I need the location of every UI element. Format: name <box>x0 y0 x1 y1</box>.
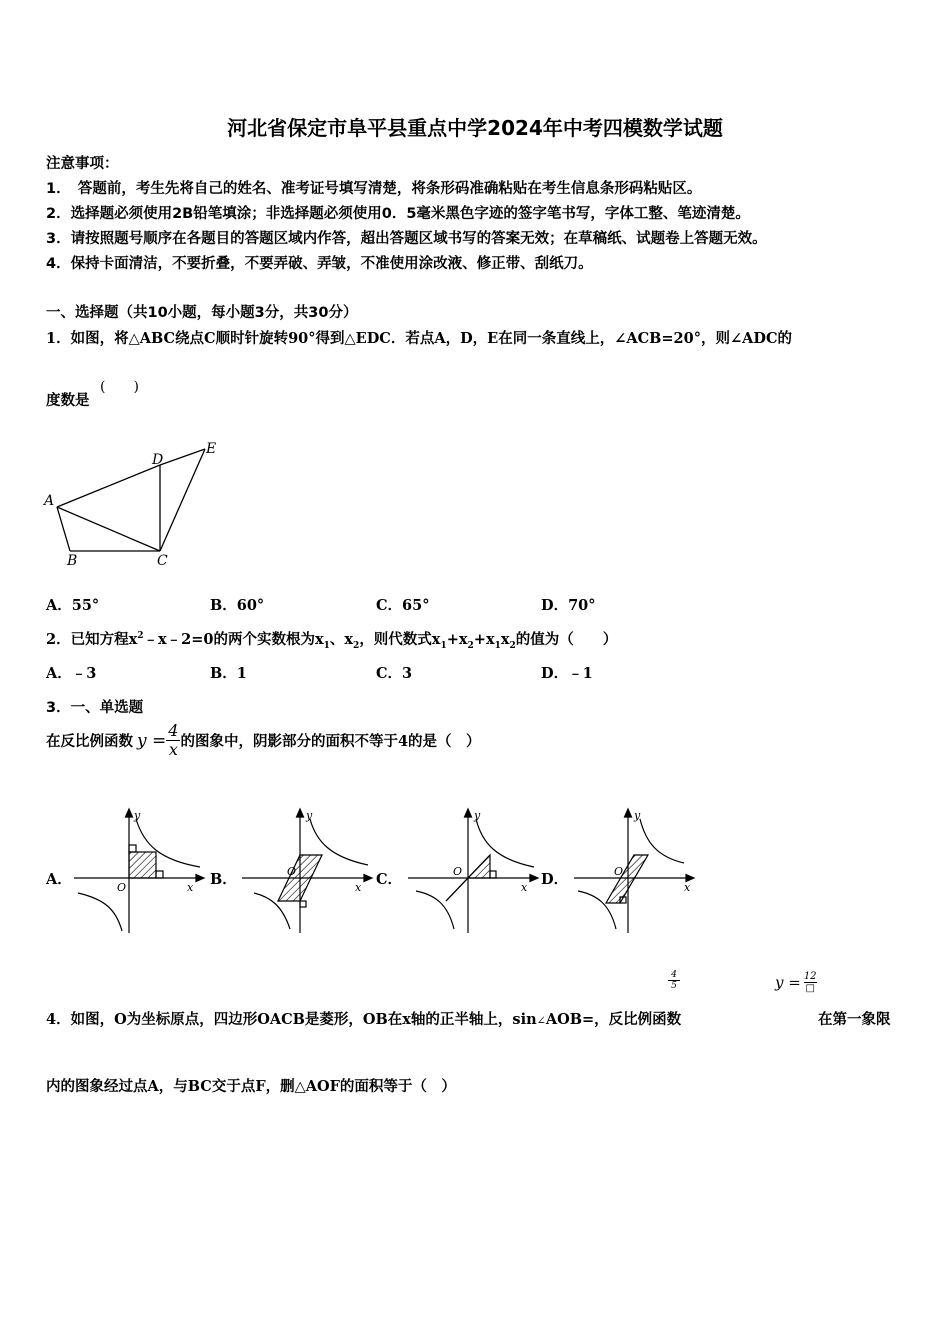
section-heading: 一、选择题（共10小题，每小题3分，共30分） <box>46 305 358 321</box>
q2-option-a[interactable]: A．﹣3 <box>46 665 97 682</box>
notice-item: 4．保持卡面清洁，不要折叠，不要弄破、弄皱，不准使用涂改液、修正带、刮纸刀。 <box>46 256 593 272</box>
label-a: A <box>44 493 55 509</box>
q4-stem-line1-end: 在第一象限 <box>818 1011 891 1028</box>
q3-graph-c <box>406 805 541 935</box>
label-c: C <box>157 553 168 569</box>
axis-label-y: y <box>634 809 641 822</box>
q2-stem: 2．已知方程$x^2﹣x﹣2=0$的两个实数根为$x_1$、$x_2$，则代数式$x_1+x_2+x_1x_2$的值为（ ） <box>46 631 618 651</box>
q1-option-a[interactable]: A．55° <box>46 597 100 614</box>
q2-option-b[interactable]: B．1 <box>210 665 247 682</box>
func-fraction: $\frac{4}{x}$ <box>168 721 179 759</box>
q1-option-c[interactable]: C．65° <box>376 597 430 614</box>
q1-stem-line1: 1．如图，将△ABC绕点C顺时针旋转90°得到△EDC．若点A，D，E在同一条直线上，∠ACB=20°，则∠ADC的 <box>46 330 793 347</box>
q3-graph-a <box>72 805 207 935</box>
page-title: 河北省保定市阜平县重点中学2024年中考四模数学试题 <box>227 116 723 140</box>
label-b: B <box>67 553 78 569</box>
notice-heading: 注意事项： <box>46 156 119 172</box>
q2-option-d[interactable]: D．﹣1 <box>541 665 593 682</box>
label-e: E <box>206 441 217 457</box>
axis-label-y: y <box>306 809 313 822</box>
axis-label-y: y <box>134 809 141 822</box>
q4-stem-line1: 4．如图，O为坐标原点，四边形OACB是菱形，OB在x轴的正半轴上，sin∠AOB=，反比例函数 <box>46 1011 682 1028</box>
angle-symbol: ∠ <box>536 1014 546 1027</box>
q1-figure <box>40 435 230 575</box>
segment-ab <box>57 507 70 551</box>
q3-stem: 在反比例函数 y = $\frac{4}{x}$ 的图象中，阴影部分的面积不等于4的是（ ） <box>46 721 481 759</box>
q3-option-c[interactable]: C． <box>376 871 403 888</box>
axis-label-x: x <box>684 881 691 894</box>
shaded-region <box>606 855 648 903</box>
notice-item: 2．选择题必须使用2B铅笔填涂；非选择题必须使用0．5毫米黑色字迹的签字笔书写，字体工整、笔迹清楚。 <box>46 206 750 222</box>
q3-option-d[interactable]: D． <box>541 871 569 888</box>
segment-ad <box>57 465 160 507</box>
segment-ec <box>160 449 205 551</box>
q3-heading: 3．一、单选题 <box>46 700 144 716</box>
shaded-region <box>129 852 156 878</box>
func-y: y = <box>137 730 167 751</box>
origin-label: O <box>117 881 127 894</box>
q3-graph-d <box>572 805 707 935</box>
origin-label: O <box>614 865 624 878</box>
q3-option-b[interactable]: B． <box>210 871 237 888</box>
notice-item: 3．请按照题号顺序在各题目的答题区域内作答，超出答题区域书写的答案无效；在草稿纸、试题卷上答题无效。 <box>46 231 767 247</box>
q3-option-a[interactable]: A． <box>46 871 72 888</box>
q1-stem-line2: 度数是 <box>46 392 90 409</box>
q4-floating-fraction: 4 5 <box>668 970 680 991</box>
axis-label-x: x <box>187 881 194 894</box>
label-d: D <box>152 452 164 468</box>
segment-ac <box>57 507 160 551</box>
segment-de <box>160 449 205 465</box>
axis-label-x: x <box>521 881 528 894</box>
q1-answer-paren: ( ) <box>100 379 139 395</box>
origin-label: O <box>453 865 463 878</box>
axis-label-x: x <box>355 881 362 894</box>
q4-floating-function: y = 12 □ <box>775 971 817 994</box>
curve-q3 <box>416 891 454 929</box>
axis-label-y: y <box>474 809 481 822</box>
q4-stem-line2: 内的图象经过点A，与BC交于点F，删△AOF的面积等于（ ） <box>46 1078 456 1095</box>
q2-option-c[interactable]: C．3 <box>376 665 413 682</box>
q1-option-d[interactable]: D．70° <box>541 597 596 614</box>
notice-item: 1． 答题前，考生先将自己的姓名、准考证号填写清楚，将条形码准确粘贴在考生信息条形码粘贴区。 <box>46 181 702 197</box>
q3-graph-b <box>240 805 375 935</box>
q1-option-b[interactable]: B．60° <box>210 597 265 614</box>
curve-q3 <box>78 893 122 931</box>
origin-label: O <box>287 865 297 878</box>
